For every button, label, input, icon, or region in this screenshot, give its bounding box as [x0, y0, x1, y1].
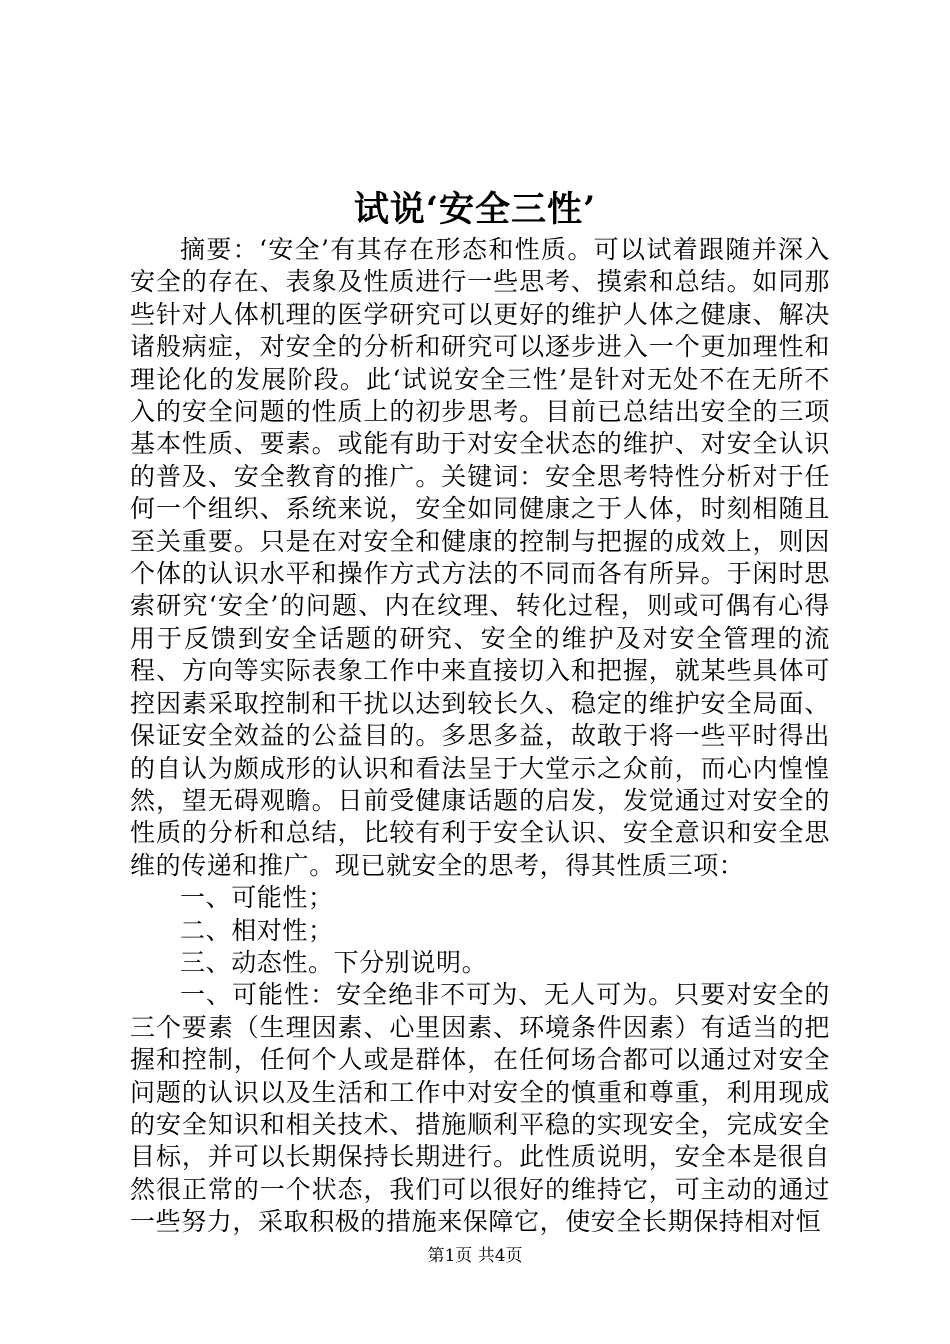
paragraph-item-2: 二、相对性； — [180, 915, 334, 945]
document-title: 试说‘安全三性’ — [353, 189, 597, 230]
paragraph-possibility: 一、可能性：安全绝非不可为、无人可为。只要对安全的三个要素（生理因素、心里因素、环境条件因素）有适当的把握和控制，任何个人或是群体，在任何场合都可以通过对安全问题的认识以及生活和工作中对安全的慎重和尊重，利用现成的安全知识和相关技术、措施顺利平稳的实现安全，完成安全目标，并可以长期保持长期进行。此性质说明，安全本是很自然很正常的一个状态，我们可以很好的维持它，可主动的通过一些努力，采取积极的措施来保障它，使安全长期保持相对恒 — [130, 980, 830, 1237]
page-footer: 第1页 共4页 — [427, 1246, 523, 1266]
document-body — [130, 234, 830, 1239]
paragraph-item-1: 一、可能性； — [180, 883, 334, 913]
paragraph-abstract: 摘要：‘安全’有其存在形态和性质。可以试着跟随并深入安全的存在、表象及性质进行一些思考、摸索和总结。如同那些针对人体机理的医学研究可以更好的维护人体之健康、解决诸般病症，对安全的分析和研究可以逐步进入一个更加理性和理论化的发展阶段。此‘试说安全三性’是针对无处不在无所不入的安全问题的性质上的初步思考。目前已总结出安全的三项基本性质、要素。或能有助于对安全状态的维护、对安全认识的普及、安全教育的推广。关键词：安全思考特性分析对于任何一个组织、系统来说，安全如同健康之于人体，时刻相随且至关重要。只是在对安全和健康的控制与把握的成效上，则因个体的认识水平和操作方式方法的不同而各有所异。于闲时思索研究‘安全’的问题、内在纹理、转化过程，则或可偶有心得用于反馈到安全话题的研究、安全的维护及对安全管理的流程、方向等实际表象工作中来直接切入和把握，就某些具体可控因素采取控制和干扰以达到较长久、稳定的维护安全局面、保证安全效益的公益目的。多思多益，故敢于将一些平时得出的自认为颇成形的认识和看法呈于大堂示之众前，而心内惶惶然，望无碍观瞻。日前受健康话题的启发，发觉通过对安全的性质的分析和总结，比较有利于安全认识、安全意识和安全思维的传递和推广。现已就安全的思考，得其性质三项： — [130, 235, 830, 880]
paragraph-item-3: 三、动态性。下分别说明。 — [180, 947, 488, 977]
